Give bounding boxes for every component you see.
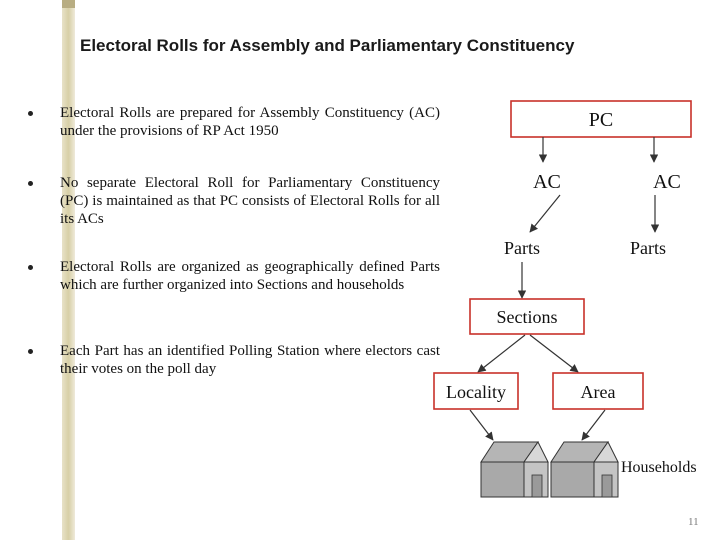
arrow-area-households — [582, 410, 605, 440]
parts-left-label: Parts — [504, 238, 540, 258]
bullet-text: Electoral Rolls are organized as geographically defined Parts which are further organized into Sections and households — [60, 259, 440, 293]
page-number: 11 — [688, 516, 699, 528]
bullet-text: No separate Electoral Roll for Parliamentary Constituency (PC) is maintained as that PC consists of Electoral Rolls for all its ACs — [60, 175, 440, 227]
area-label: Area — [580, 382, 616, 402]
pc-label: PC — [588, 109, 614, 131]
arrow-sections-area — [530, 335, 578, 372]
households-label: Households — [621, 459, 697, 476]
arrow-ac-parts-left — [530, 195, 560, 232]
parts-right-label: Parts — [630, 238, 666, 258]
arrow-sections-locality — [478, 335, 525, 372]
sections-label: Sections — [496, 307, 558, 327]
bullet-text: Each Part has an identified Polling Station where electors cast their votes on the poll day — [60, 343, 440, 377]
house-icon — [551, 442, 618, 497]
slide-title: Electoral Rolls for Assembly and Parliamentary Constituency — [80, 36, 575, 55]
ac-left-label: AC — [533, 171, 561, 193]
arrow-locality-households — [470, 410, 493, 440]
bullet-text: Electoral Rolls are prepared for Assembly Constituency (AC) under the provisions of RP Act 1950 — [60, 105, 440, 139]
house-icon — [481, 442, 548, 497]
locality-label: Locality — [446, 382, 506, 402]
ac-right-label: AC — [653, 171, 681, 193]
